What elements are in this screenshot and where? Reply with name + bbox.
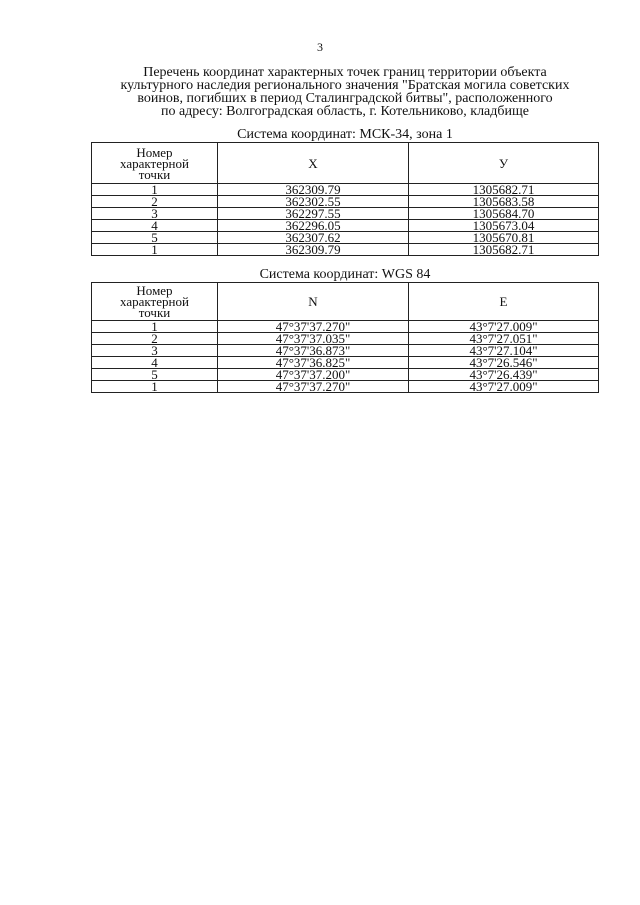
y-cell: 1305684.70 <box>409 208 599 220</box>
document-title <box>90 66 600 118</box>
header-line: Номер <box>136 283 173 298</box>
point-number-header <box>92 143 218 184</box>
y-cell: 1305683.58 <box>409 196 599 208</box>
point-number-cell: 1 <box>92 244 218 256</box>
point-number-cell: 1 <box>92 184 218 196</box>
latitude-cell: 47°37'37.200" <box>218 369 409 381</box>
page-number: 3 <box>317 40 323 54</box>
latitude-cell: 47°37'36.873" <box>218 345 409 357</box>
point-number-cell: 5 <box>92 369 218 381</box>
table-row <box>92 196 599 208</box>
point-number-cell: 4 <box>92 357 218 369</box>
table-row <box>92 333 599 345</box>
table-row <box>92 232 599 244</box>
latitude-cell: 47°37'37.035" <box>218 333 409 345</box>
latitude-cell: 47°37'37.270" <box>218 381 409 393</box>
table-row <box>92 220 599 232</box>
longitude-cell: 43°7'26.546" <box>409 357 599 369</box>
longitude-cell: 43°7'27.009" <box>409 321 599 333</box>
latitude-header: N <box>218 283 409 321</box>
table-row <box>92 244 599 256</box>
title-line: по адресу: Волгоградская область, г. Котельниково, кладбище <box>160 104 530 119</box>
title-line: культурного наследия регионального значения "Братская могила советских <box>120 78 570 93</box>
point-number-cell: 3 <box>92 208 218 220</box>
longitude-cell: 43°7'27.009" <box>409 381 599 393</box>
longitude-cell: 43°7'27.051" <box>409 333 599 345</box>
x-cell: 362307.62 <box>218 232 409 244</box>
wgs84-table-caption: Система координат: WGS 84 <box>259 267 431 282</box>
wgs84-coordinates-table <box>91 282 599 393</box>
title-line: воинов, погибших в период Сталинградской битвы", расположенного <box>137 91 553 106</box>
header-line: точки <box>138 305 171 320</box>
table-row <box>92 184 599 196</box>
table-row <box>92 381 599 393</box>
x-cell: 362309.79 <box>218 244 409 256</box>
x-cell: 362309.79 <box>218 184 409 196</box>
longitude-cell: 43°7'27.104" <box>409 345 599 357</box>
latitude-cell: 47°37'37.270" <box>218 321 409 333</box>
title-line: Перечень координат характерных точек границ территории объекта <box>143 65 547 80</box>
x-header: X <box>218 143 409 184</box>
header-line: Номер <box>136 144 173 160</box>
header-line: характерной <box>120 294 189 309</box>
table-row <box>92 357 599 369</box>
point-number-cell: 3 <box>92 345 218 357</box>
point-number-cell: 5 <box>92 232 218 244</box>
msk34-table-caption: Система координат: МСК-34, зона 1 <box>237 127 453 142</box>
y-cell: 1305682.71 <box>409 244 599 256</box>
header-line: характерной <box>120 155 189 171</box>
point-number-cell: 1 <box>92 321 218 333</box>
point-number-cell: 1 <box>92 381 218 393</box>
point-number-cell: 4 <box>92 220 218 232</box>
header-line: точки <box>138 166 171 182</box>
y-cell: 1305670.81 <box>409 232 599 244</box>
longitude-cell: 43°7'26.439" <box>409 369 599 381</box>
x-cell: 362297.55 <box>218 208 409 220</box>
msk34-coordinates-table <box>91 142 599 256</box>
point-number-cell: 2 <box>92 333 218 345</box>
x-cell: 362296.05 <box>218 220 409 232</box>
y-cell: 1305682.71 <box>409 184 599 196</box>
table-row <box>92 369 599 381</box>
table-row <box>92 208 599 220</box>
x-cell: 362302.55 <box>218 196 409 208</box>
y-cell: 1305673.04 <box>409 220 599 232</box>
point-number-header <box>92 283 218 321</box>
table-row <box>92 345 599 357</box>
table-row <box>92 321 599 333</box>
latitude-cell: 47°37'36.825" <box>218 357 409 369</box>
longitude-header: E <box>409 283 599 321</box>
y-header: У <box>409 143 599 184</box>
point-number-cell: 2 <box>92 196 218 208</box>
